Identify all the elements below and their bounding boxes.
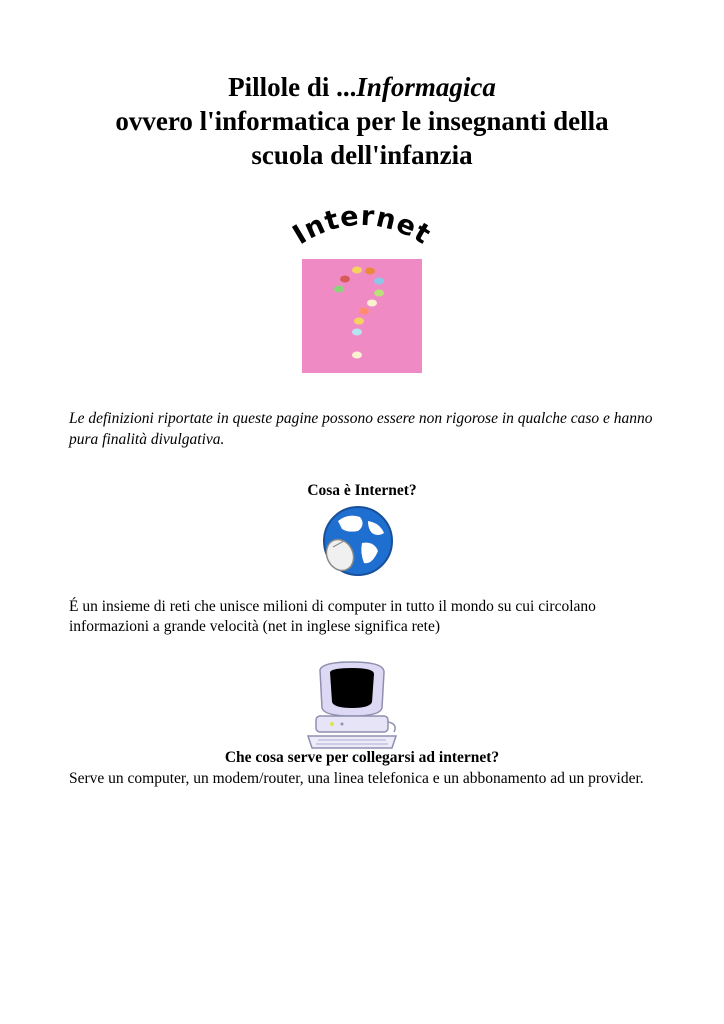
section-body-how-to-connect: Serve un computer, un modem/router, una linea telefonica e un abbonamento ad un provider.	[69, 770, 644, 787]
internet-wordart	[282, 200, 442, 260]
disclaimer-text: Le definizioni riportate in queste pagine possono essere non rigorose in qualche caso e hanno pura finalità divulgativa.	[69, 410, 653, 448]
title-line-3: scuola dell'infanzia	[251, 140, 473, 170]
svg-text:Internet	[288, 201, 437, 251]
page-title	[0, 70, 724, 172]
pills-question-mark-image	[302, 259, 422, 373]
section-body-what-is-internet: É un insieme di reti che unisce milioni di computer in tutto il mondo su cui circolano informazioni a grande velocità (net in inglese significa rete)	[69, 598, 596, 635]
computer-icon	[302, 660, 402, 752]
title-line-2: ovvero l'informatica per le insegnanti della	[115, 106, 609, 136]
title-brand: Informagica	[356, 72, 496, 102]
section-heading-how-to-connect: Che cosa serve per collegarsi ad internet?	[224, 749, 500, 766]
section-heading-what-is-internet: Cosa è Internet?	[307, 482, 417, 499]
globe-mouse-icon	[318, 503, 396, 579]
wordart-text: Internet	[287, 200, 437, 251]
title-prefix: Pillole di ...	[228, 72, 357, 102]
title-line-1	[0, 70, 724, 104]
